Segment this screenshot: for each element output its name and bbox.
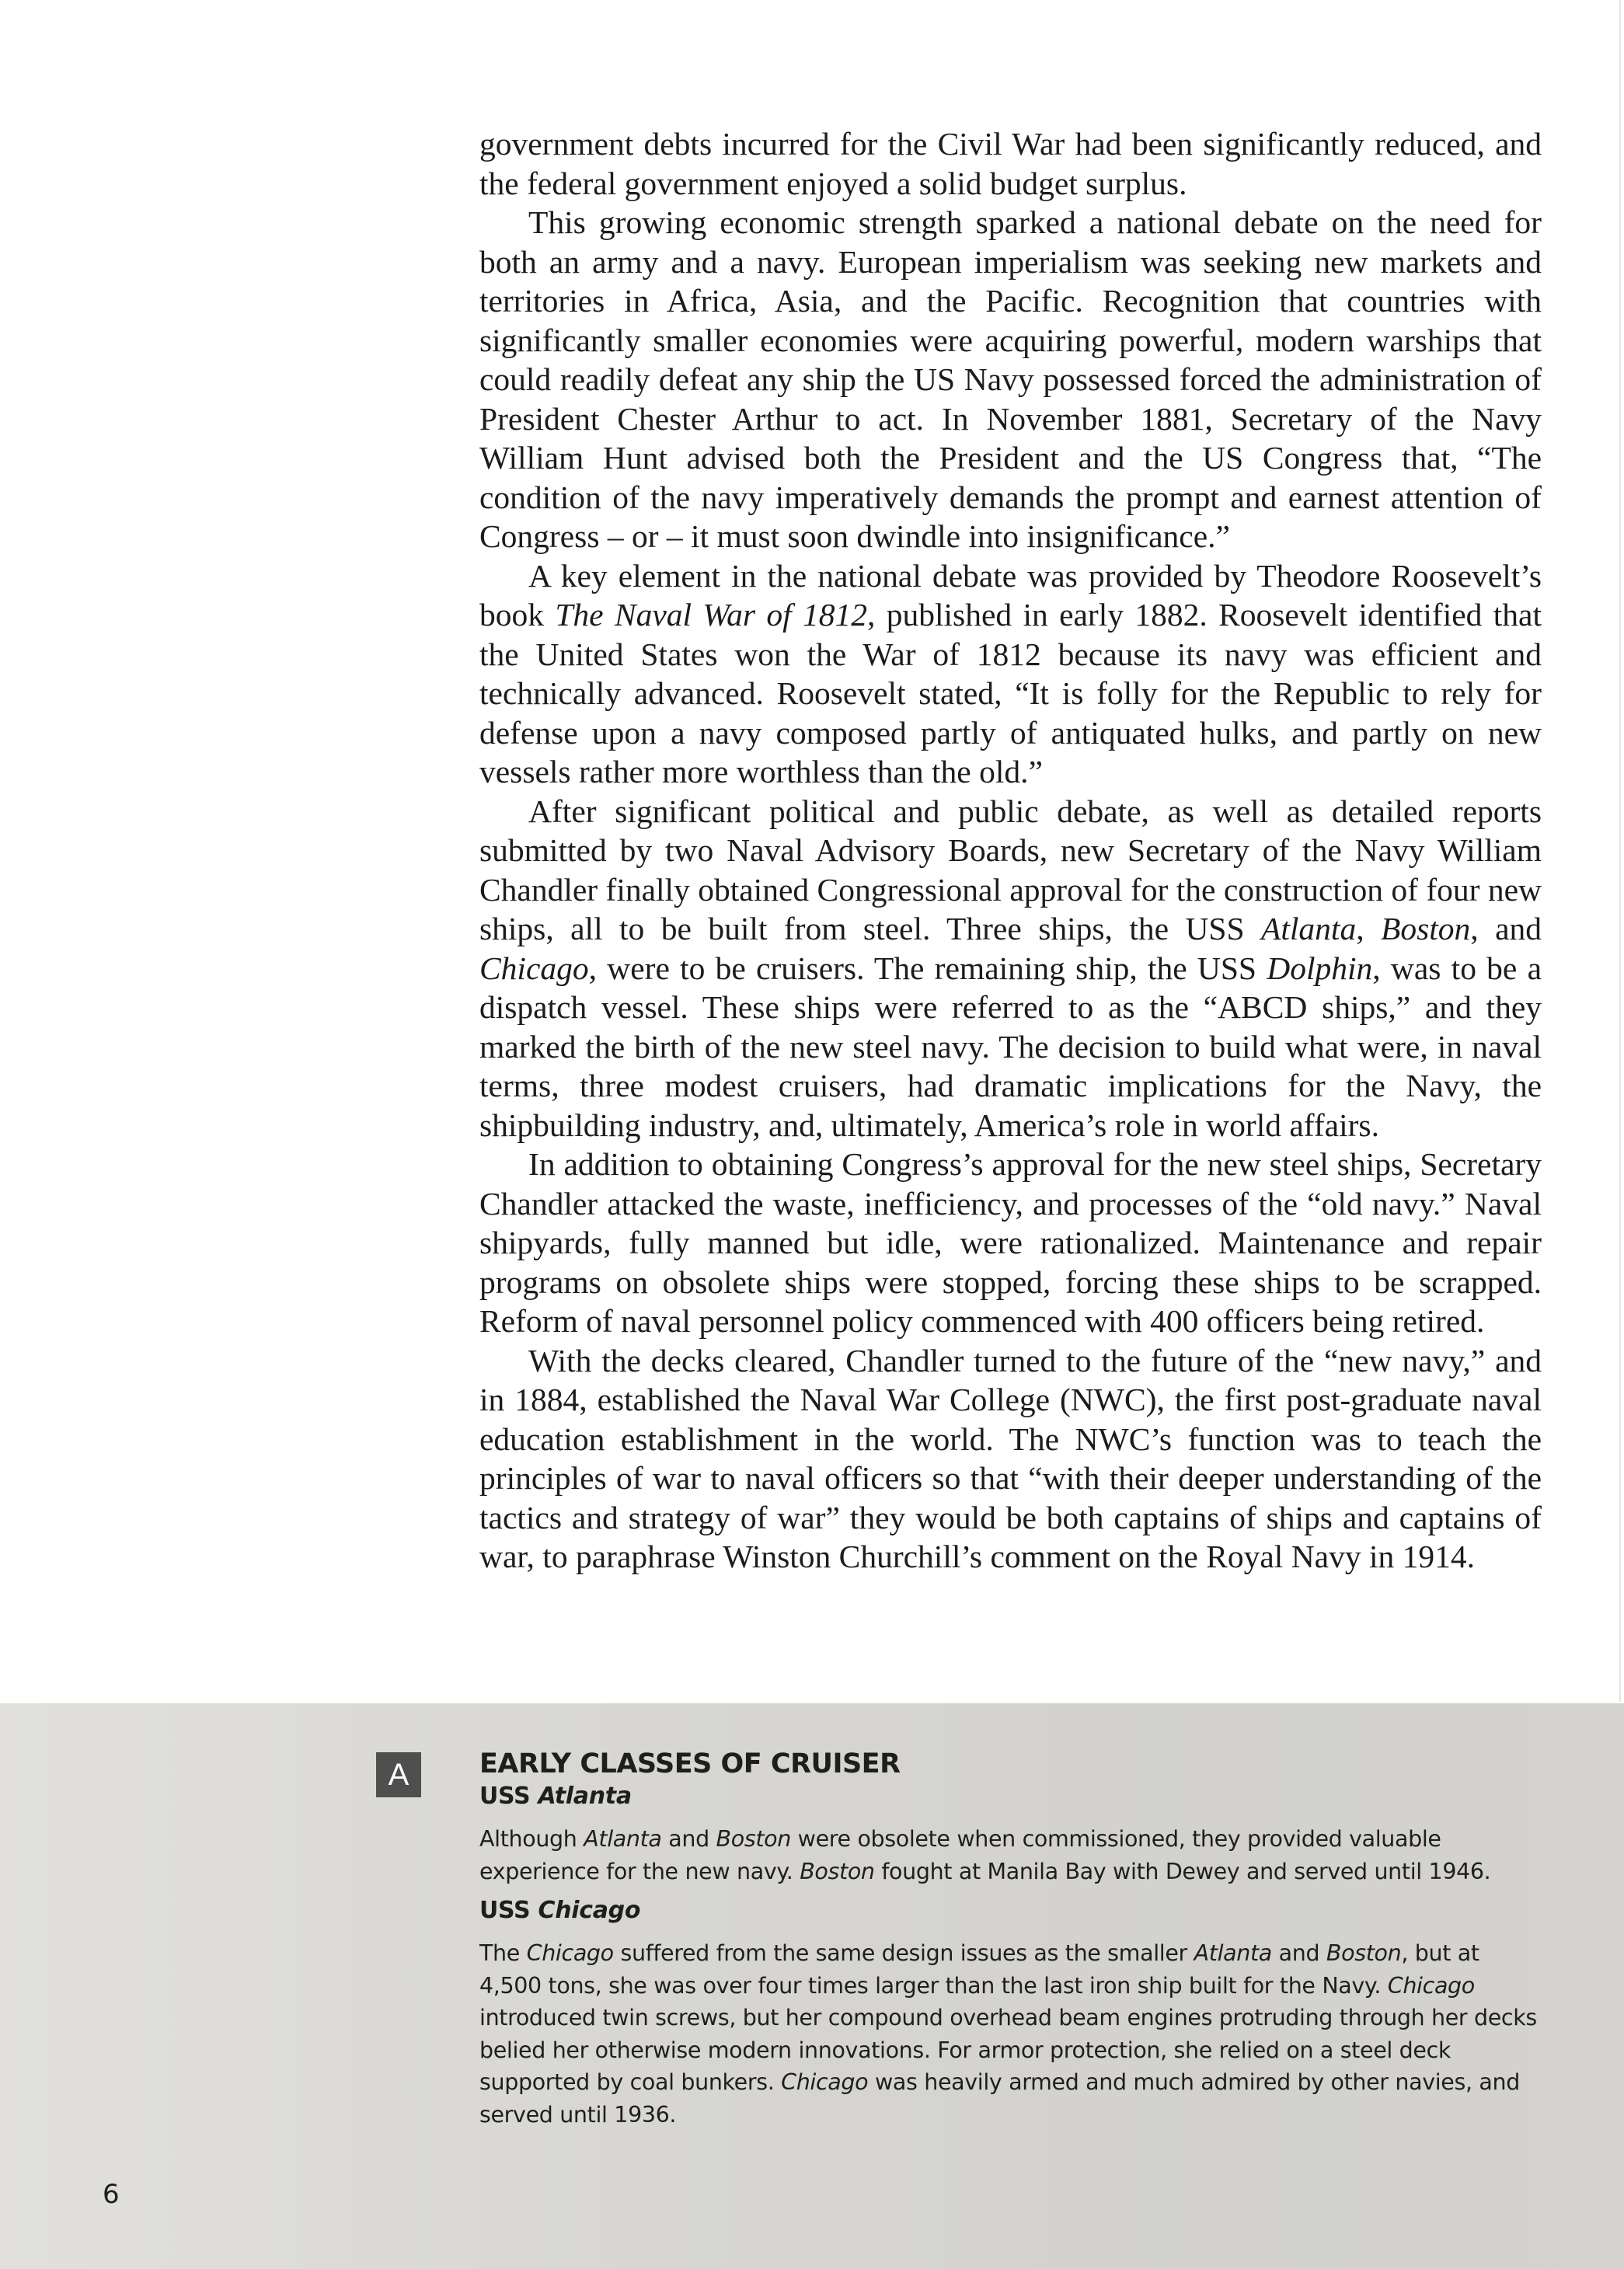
- text-run: and: [661, 1826, 716, 1852]
- paragraph-4: [479, 792, 1542, 1145]
- ship-name: Dolphin: [1267, 950, 1373, 986]
- text-run: ,: [1356, 911, 1381, 946]
- text-run: suffered from the same design issues as the smaller: [613, 1940, 1194, 1966]
- book-title: The Naval War of 1812: [555, 597, 868, 633]
- subheading-atlanta: [479, 1781, 1542, 1812]
- text-run: , published in early 1882. Roosevelt identified that the United States won the War of 1812 because its navy was efficient and technically advanced. Roosevelt stated, “It is folly for the Republic to rely for defense upon a navy composed partly of antiquated hulks, and partly on new vessels rather more worthless than the old.”: [479, 597, 1542, 789]
- text-run: Although: [479, 1826, 584, 1852]
- text-run: and: [1271, 1940, 1326, 1966]
- ship-name: Atlanta: [538, 1783, 632, 1810]
- sidebar-paragraph-chicago: [479, 1937, 1542, 2131]
- text-run: , but at 4,500 tons, she was over four times larger than the last iron ship built for the Navy.: [479, 1940, 1479, 1999]
- ship-name: Boston: [800, 1858, 875, 1884]
- ship-name: Chicago: [538, 1897, 641, 1924]
- text-run: The: [479, 1940, 527, 1966]
- subheading-prefix: USS: [479, 1897, 538, 1924]
- page-number: 6: [103, 2179, 120, 2210]
- ship-name: Chicago: [479, 950, 589, 986]
- ship-name: Atlanta: [1261, 911, 1357, 946]
- plate-badge: A: [376, 1752, 421, 1797]
- paragraph-1: government debts incurred for the Civil War had been significantly reduced, and the federal government enjoyed a solid budget surplus.: [479, 126, 1542, 201]
- ship-name: Atlanta: [1194, 1940, 1272, 1966]
- text-run: were obsolete when commissioned, they provided valuable experience for the new navy.: [479, 1826, 1441, 1884]
- paragraph-5: In addition to obtaining Congress’s approval for the new steel ships, Secretary Chandler attacked the waste, inefficiency, and processes of the “old navy.” Naval shipyards, fully manned but idle, were rationalized. Maintenance and repair programs on obsolete ships were stopped, forcing these ships to be scrapped. Reform of naval personnel policy commenced with 400 officers being retired.: [479, 1146, 1542, 1339]
- ship-name: Boston: [716, 1826, 791, 1852]
- text-run: , and: [1470, 911, 1542, 946]
- text-run: , were to be cruisers. The remaining ship, the USS: [588, 950, 1267, 986]
- main-text-column: [479, 124, 1542, 1577]
- sidebar-box: [479, 1747, 1542, 2131]
- ship-name: Chicago: [1387, 1972, 1475, 1999]
- text-run: After significant political and public debate, as well as detailed reports submitted by two Naval Advisory Boards, new Secretary of the Navy William Chandler finally obtained Congressional approval for the construction of four new ships, all to be built from steel. Three ships, the USS: [479, 793, 1542, 946]
- ship-name: Chicago: [526, 1940, 614, 1966]
- text-run: A key element in the national debate was provided by Theodore Roosevelt’s book: [479, 557, 1542, 633]
- ship-name: Atlanta: [584, 1826, 662, 1852]
- sidebar-title: EARLY CLASSES OF CRUISER: [479, 1748, 901, 1779]
- paragraph-2: This growing economic strength sparked a national debate on the need for both an army and a navy. European imperialism was seeking new markets and territories in Africa, Asia, and the Pacific. Recognition that countries with significantly smaller economies were acquiring powerful, modern warships that could readily defeat any ship the US Navy possessed forced the administration of President Chester Arthur to act. In November 1881, Secretary of the Navy William Hunt advised both the President and the US Congress that, “The condition of the navy imperatively demands the prompt and earnest attention of Congress – or – it must soon dwindle into insignificance.”: [479, 204, 1542, 554]
- text-run: was heavily armed and much admired by other navies, and served until 1936.: [479, 2069, 1520, 2128]
- text-run: introduced twin screws, but her compound overhead beam engines protruding through her decks belied her otherwise modern innovations. For armor protection, she relied on a steel deck supported by coal bunkers.: [479, 2005, 1537, 2095]
- text-run: fought at Manila Bay with Dewey and served until 1946.: [874, 1858, 1491, 1884]
- paragraph-3: [479, 556, 1542, 792]
- ship-name: Boston: [1326, 1940, 1402, 1966]
- ship-name: Chicago: [781, 2069, 869, 2095]
- ship-name: Boston: [1381, 911, 1471, 946]
- sidebar-paragraph-atlanta: [479, 1823, 1542, 1887]
- text-run: , was to be a dispatch vessel. These ships were referred to as the “ABCD ships,” and they marked the birth of the new steel navy. The decision to build what were, in naval terms, three modest cruisers, had dramatic implications for the Navy, the shipbuilding industry, and, ultimately, America’s role in world affairs.: [479, 950, 1542, 1143]
- paragraph-6: With the decks cleared, Chandler turned to the future of the “new navy,” and in 1884, established the Naval War College (NWC), the first post-graduate naval education establishment in the world. The NWC’s function was to teach the principles of war to naval officers so that “with their deeper understanding of the tactics and strategy of war” they would be both captains of ships and captains of war, to paraphrase Winston Churchill’s comment on the Royal Navy in 1914.: [479, 1342, 1542, 1574]
- subheading-prefix: USS: [479, 1783, 538, 1810]
- page-edge-shadow: [1619, 0, 1621, 1702]
- subheading-chicago: [479, 1895, 1542, 1926]
